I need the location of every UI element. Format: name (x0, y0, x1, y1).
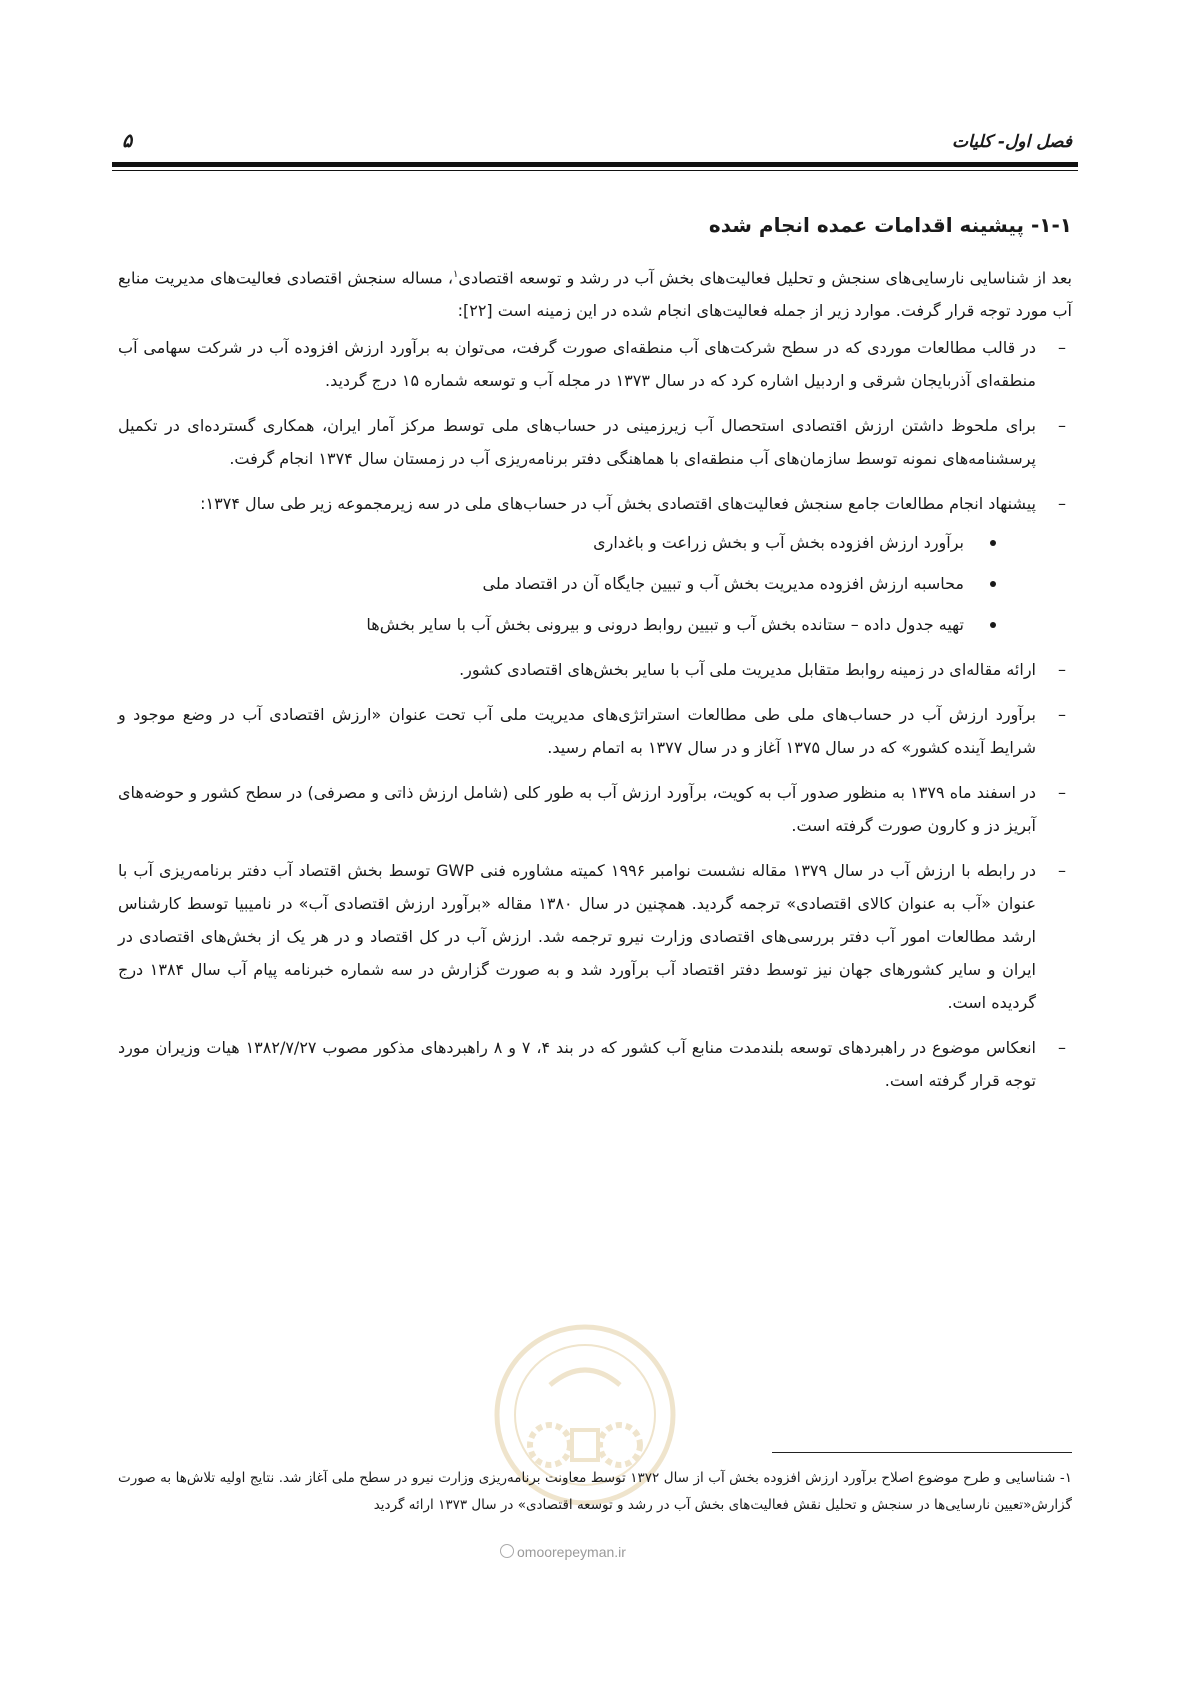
list-item (118, 1031, 1072, 1097)
chapter-title: فصل اول- کلیات (952, 132, 1072, 152)
list-item (118, 653, 1072, 686)
list-item-text: پیشنهاد انجام مطالعات جامع سنجش فعالیت‌های اقتصادی بخش آب در حساب‌های ملی در سه زیرمجموعه زیر طی سال ۱۳۷۴: (200, 494, 1036, 514)
list-item (118, 854, 1072, 1019)
activities-list (118, 331, 1072, 1097)
list-item-text: ارائه مقاله‌ای در زمینه روابط متقابل مدیریت ملی آب با سایر بخش‌های اقتصادی کشور. (459, 660, 1036, 680)
bullet-dot-icon (990, 540, 996, 546)
watermark-site-text: omoorepeyman.ir (517, 1544, 626, 1560)
sub-list-item (118, 526, 1036, 559)
list-item-text: برآورد ارزش آب در حساب‌های ملی طی مطالعات استراتژی‌های مدیریت ملی آب تحت عنوان «ارزش اقتصادی آب در وضع موجود و شرایط آینده کشور» که در سال ۱۳۷۵ آغاز و در سال ۱۳۷۷ به اتمام رسید. (118, 705, 1036, 758)
dash-marker: – (1058, 861, 1066, 881)
intro-text-a: بعد از شناسایی نارسایی‌های سنجش و تحلیل فعالیت‌های بخش آب در رشد و توسعه اقتصادی (458, 268, 1073, 288)
intro-paragraph (118, 258, 1072, 327)
list-item (118, 487, 1072, 641)
list-item (118, 776, 1072, 842)
footnote-rule (772, 1452, 1072, 1453)
dash-marker: – (1058, 705, 1066, 725)
bullet-dot-icon (990, 622, 996, 628)
footnote: ۱- شناسایی و طرح موضوع اصلاح برآورد ارزش افزوده بخش آب از سال ۱۳۷۲ توسط معاونت برنامه‌ریزی وزارت نیرو در سطح ملی آغاز شد. نتایج اولیه تلاش‌ها به صورت گزارش«تعیین نارسایی‌ها در سنجش و تحلیل نقش فعالیت‌های بخش آب در رشد و توسعه اقتصادی» در سال ۱۳۷۳ ارائه گردید (118, 1470, 1072, 1513)
globe-icon (500, 1544, 514, 1558)
main-content (118, 210, 1072, 1109)
list-item (118, 331, 1072, 397)
sub-list-item (118, 567, 1036, 600)
header-rule-thick (112, 162, 1078, 167)
header-rule-thin (112, 170, 1078, 171)
list-item-text: در اسفند ماه ۱۳۷۹ به منظور صدور آب به کویت، برآورد ارزش آب به طور کلی (شامل ارزش ذاتی و مصرفی) در سطح کشور و حوضه‌های آبریز دز و کارون صورت گرفته است. (118, 783, 1037, 836)
list-item-text: در قالب مطالعات موردی که در سطح شرکت‌های آب منطقه‌ای صورت گرفت، می‌توان به برآورد ارزش افزوده آب در شرکت سهامی آب منطقه‌ای آذربایجان شرقی و اردبیل اشاره کرد که در سال ۱۳۷۳ در مجله آب و توسعه شماره ۱۵ درج گردید. (118, 338, 1036, 391)
sub-list-item-text: برآورد ارزش افزوده بخش آب و بخش زراعت و باغداری (593, 533, 964, 553)
page-number: ۵ (122, 130, 133, 152)
page-header (118, 128, 1072, 160)
section-title: ۱-۱- پیشینه اقدامات عمده انجام شده (708, 213, 1072, 237)
watermark-site (500, 1544, 626, 1560)
dash-marker: – (1058, 338, 1066, 358)
dash-marker: – (1058, 494, 1066, 514)
dash-marker: – (1058, 416, 1066, 436)
sub-list (118, 526, 1036, 641)
list-item (118, 698, 1072, 764)
dash-marker: – (1058, 783, 1066, 803)
bullet-dot-icon (990, 581, 996, 587)
intro-text-b: ، مساله سنجش اقتصادی فعالیت‌های مدیریت منابع آب مورد توجه قرار گرفت. موارد زیر از جمله فعالیت‌های انجام شده در این زمینه است [۲۲]: (118, 268, 1072, 321)
footnote-ref: ۱ (453, 269, 459, 280)
dash-marker: – (1058, 660, 1066, 680)
list-item (118, 409, 1072, 475)
list-item-text: برای ملحوظ داشتن ارزش اقتصادی استحصال آب زیرزمینی در حساب‌های ملی توسط مرکز آمار ایران، همکاری گسترده‌ای در تکمیل پرسشنامه‌های نمونه توسط سازمان‌های آب منطقه‌ای با هماهنگی دفتر برنامه‌ریزی آب در زمستان سال ۱۳۷۴ انجام گرفت. (118, 416, 1036, 469)
dash-marker: – (1058, 1038, 1066, 1058)
list-item-text: انعکاس موضوع در راهبردهای توسعه بلندمدت منابع آب کشور که در بند ۴، ۷ و ۸ راهبردهای مذکور مصوب ۱۳۸۲/۷/۲۷ هیات وزیران مورد توجه قرار گرفته است. (118, 1038, 1037, 1091)
sub-list-item-text: محاسبه ارزش افزوده مدیریت بخش آب و تبیین جایگاه آن در اقتصاد ملی (482, 574, 964, 594)
sub-list-item (118, 608, 1036, 641)
list-item-text: در رابطه با ارزش آب در سال ۱۳۷۹ مقاله نشست نوامبر ۱۹۹۶ کمیته مشاوره فنی GWP توسط بخش اقتصاد آب دفتر برنامه‌ریزی آب با عنوان «آب به عنوان کالای اقتصادی» ترجمه گردید. همچنین در سال ۱۳۸۰ مقاله «برآورد ارزش اقتصادی آب» در نامیبیا توسط کارشناس ارشد مطالعات امور آب دفتر بررسی‌های اقتصادی وزارت نیرو ترجمه شد. ارزش آب در کل اقتصاد و در هر یک از بخش‌های اقتصادی در ایران و سایر کشورهای جهان نیز توسط دفتر اقتصاد آب برآورد شد و به صورت گزارش در سه شماره خبرنامه پیام آب سال ۱۳۸۴ درج گردیده است. (118, 861, 1037, 1013)
sub-list-item-text: تهیه جدول داده – ستانده بخش آب و تبیین روابط درونی و بیرونی بخش آب با سایر بخش‌ها (366, 615, 964, 635)
